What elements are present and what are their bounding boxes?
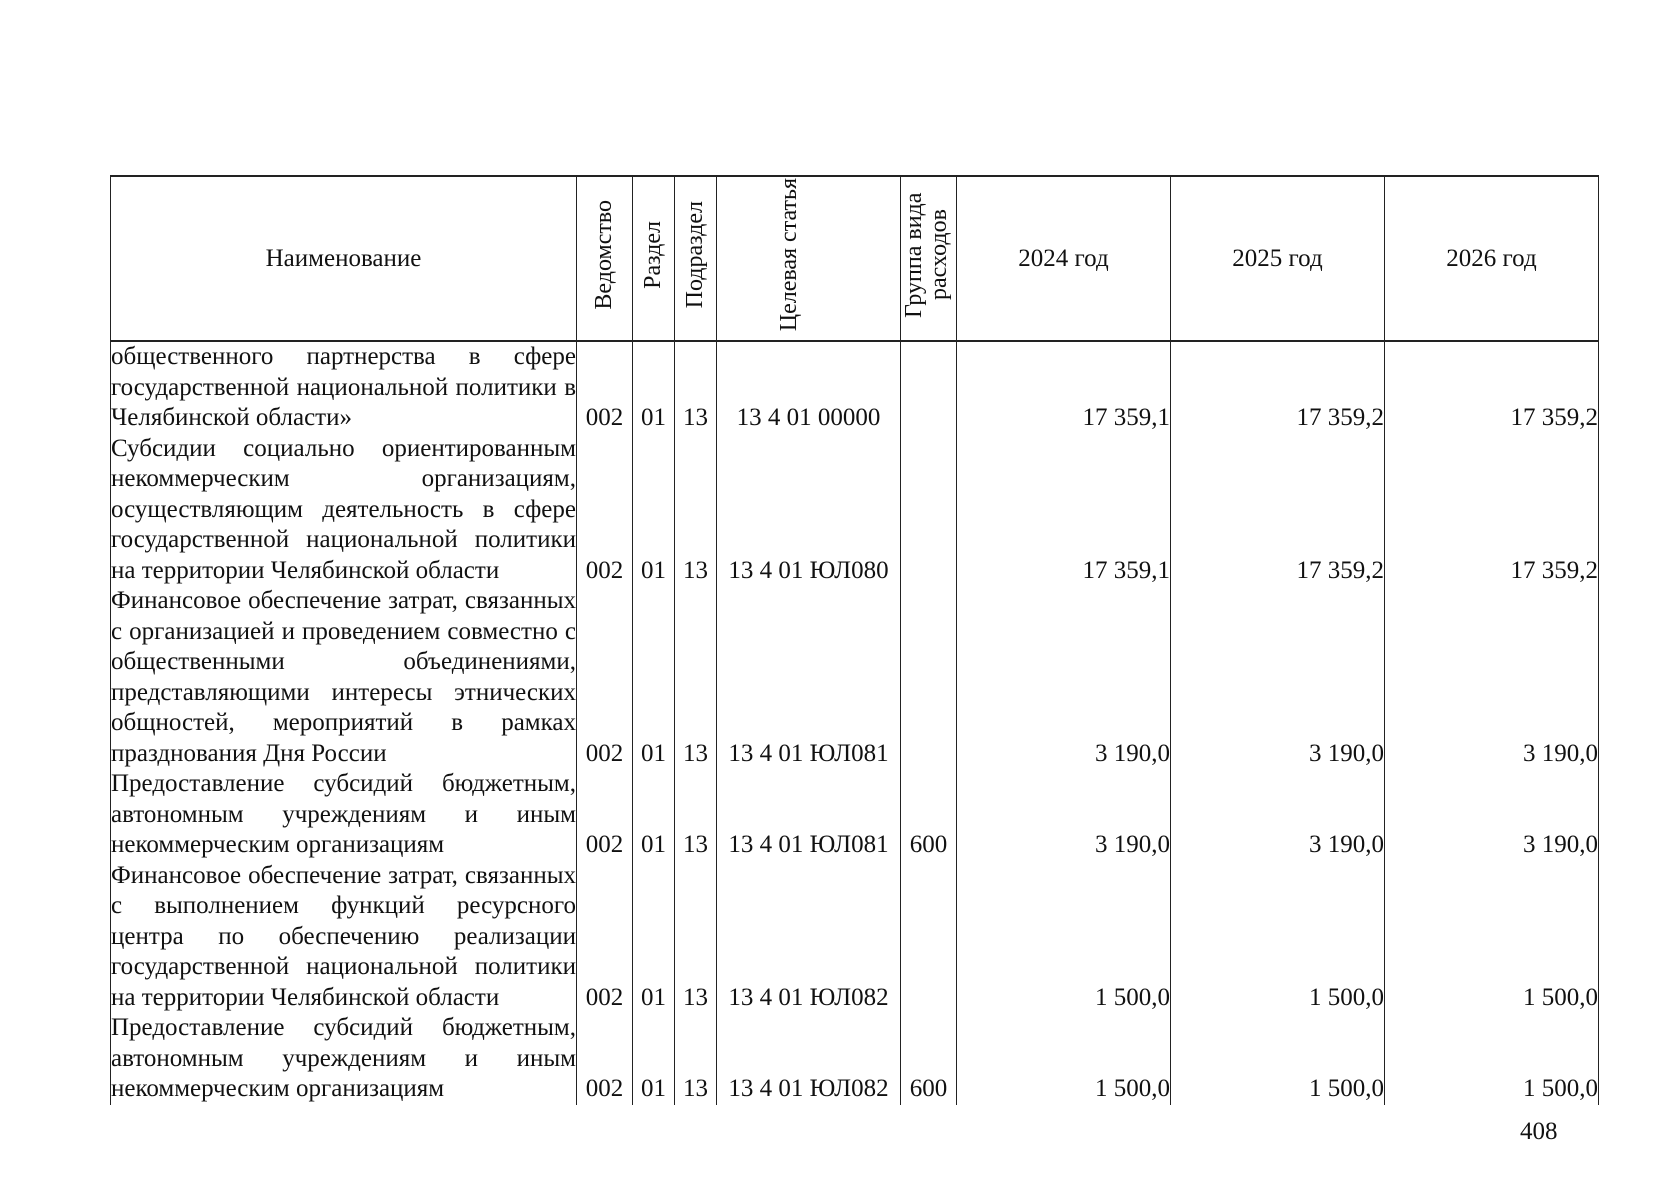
row-department: 002 <box>577 861 633 1014</box>
table-row <box>111 1013 1599 1105</box>
row-expense-group <box>901 861 957 1014</box>
row-subsection: 13 <box>675 341 717 434</box>
row-amount-2025: 17 359,2 <box>1171 434 1385 587</box>
row-amount-2026: 3 190,0 <box>1385 769 1599 861</box>
row-department: 002 <box>577 1013 633 1105</box>
table-row <box>111 861 1599 1014</box>
row-target-article: 13 4 01 ЮЛ080 <box>717 434 901 587</box>
table-row <box>111 586 1599 769</box>
header-subsection-label: Подраздел <box>681 201 708 309</box>
page-number: 408 <box>1520 1118 1558 1145</box>
row-amount-2025: 3 190,0 <box>1171 769 1385 861</box>
header-department <box>577 176 633 341</box>
table-row <box>111 769 1599 861</box>
row-subsection: 13 <box>675 1013 717 1105</box>
table-row <box>111 434 1599 587</box>
table-header-row <box>111 176 1599 341</box>
row-section: 01 <box>633 434 675 587</box>
row-target-article: 13 4 01 ЮЛ081 <box>717 586 901 769</box>
row-department: 002 <box>577 769 633 861</box>
row-department: 002 <box>577 341 633 434</box>
row-subsection: 13 <box>675 769 717 861</box>
row-amount-2024: 1 500,0 <box>957 861 1171 1014</box>
row-amount-2024: 3 190,0 <box>957 586 1171 769</box>
row-name: общественного партнерства в сфере государственной национальной политики в Челябинской области» <box>111 341 577 434</box>
row-target-article: 13 4 01 ЮЛ082 <box>717 861 901 1014</box>
header-2024: 2024 год <box>957 176 1171 341</box>
row-section: 01 <box>633 861 675 1014</box>
header-section-label: Раздел <box>639 221 666 289</box>
row-expense-group: 600 <box>901 769 957 861</box>
row-section: 01 <box>633 341 675 434</box>
header-expense-group <box>901 176 957 341</box>
table-row <box>111 341 1599 434</box>
row-target-article: 13 4 01 ЮЛ081 <box>717 769 901 861</box>
row-name: Предоставление субсидий бюджетным, автономным учреждениям и иным некоммерческим организациям <box>111 1013 577 1105</box>
row-section: 01 <box>633 1013 675 1105</box>
row-amount-2024: 3 190,0 <box>957 769 1171 861</box>
header-2026: 2026 год <box>1385 176 1599 341</box>
row-amount-2024: 17 359,1 <box>957 434 1171 587</box>
row-subsection: 13 <box>675 861 717 1014</box>
row-department: 002 <box>577 434 633 587</box>
row-subsection: 13 <box>675 586 717 769</box>
row-amount-2026: 17 359,2 <box>1385 434 1599 587</box>
row-amount-2026: 17 359,2 <box>1385 341 1599 434</box>
header-2025: 2025 год <box>1171 176 1385 341</box>
row-name: Финансовое обеспечение затрат, связанных с организацией и проведением совместно с общественными объединениями, представляющими интересы этнических общностей, мероприятий в рамках празднования Дня России <box>111 586 577 769</box>
row-amount-2026: 1 500,0 <box>1385 1013 1599 1105</box>
header-target-article-label: Целевая статья <box>775 178 802 332</box>
header-section <box>633 176 675 341</box>
row-name: Субсидии социально ориентированным некоммерческим организациям, осуществляющим деятельность в сфере государственной национальной политики на территории Челябинской области <box>111 434 577 587</box>
header-subsection <box>675 176 717 341</box>
header-target-article <box>717 176 901 341</box>
row-section: 01 <box>633 769 675 861</box>
header-name: Наименование <box>111 176 577 341</box>
row-amount-2026: 1 500,0 <box>1385 861 1599 1014</box>
row-amount-2025: 17 359,2 <box>1171 341 1385 434</box>
row-amount-2024: 17 359,1 <box>957 341 1171 434</box>
row-amount-2026: 3 190,0 <box>1385 586 1599 769</box>
row-department: 002 <box>577 586 633 769</box>
row-section: 01 <box>633 586 675 769</box>
row-target-article: 13 4 01 00000 <box>717 341 901 434</box>
row-amount-2025: 1 500,0 <box>1171 861 1385 1014</box>
row-amount-2025: 1 500,0 <box>1171 1013 1385 1105</box>
budget-table <box>110 175 1599 1105</box>
row-expense-group: 600 <box>901 1013 957 1105</box>
row-expense-group <box>901 586 957 769</box>
row-expense-group <box>901 434 957 587</box>
row-target-article: 13 4 01 ЮЛ082 <box>717 1013 901 1105</box>
row-amount-2024: 1 500,0 <box>957 1013 1171 1105</box>
row-expense-group <box>901 341 957 434</box>
row-name: Предоставление субсидий бюджетным, автономным учреждениям и иным некоммерческим организациям <box>111 769 577 861</box>
row-subsection: 13 <box>675 434 717 587</box>
row-name: Финансовое обеспечение затрат, связанных с выполнением функций ресурсного центра по обеспечению реализации государственной национальной политики на территории Челябинской области <box>111 861 577 1014</box>
header-expense-group-label: Группа вида расходов <box>900 192 952 318</box>
header-department-label: Ведомство <box>590 200 617 310</box>
row-amount-2025: 3 190,0 <box>1171 586 1385 769</box>
